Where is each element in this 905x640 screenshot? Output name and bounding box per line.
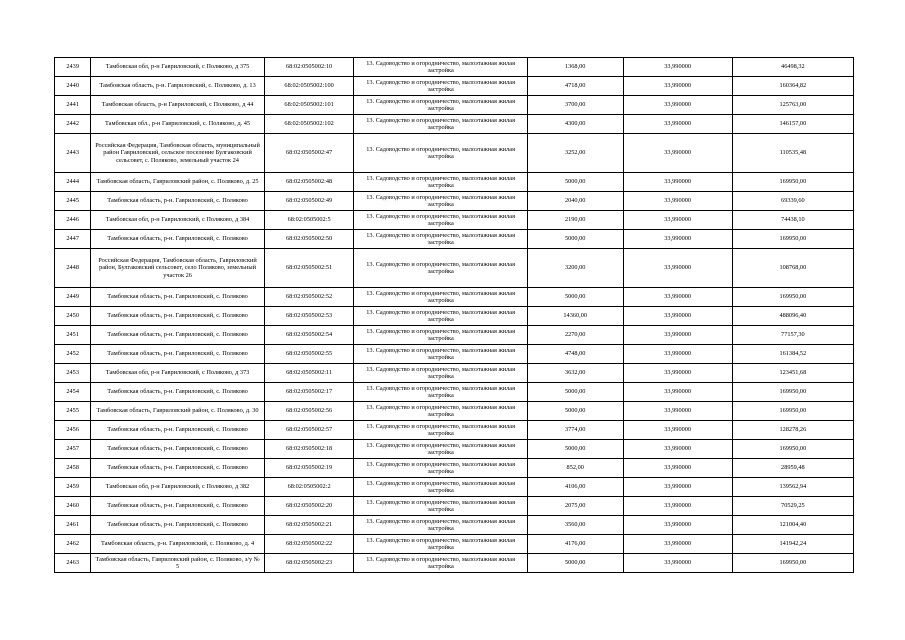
area-cell: 4748,00 (527, 345, 623, 364)
table-row (55, 77, 854, 96)
land-use-cell: 13. Садоводство и огородничество, малоэтажная жилая застройка (354, 77, 527, 96)
cadastral-value-cell: 123451,68 (732, 364, 853, 383)
table-row (55, 230, 854, 249)
specific-value-cell: 33,990000 (623, 535, 732, 554)
land-use-cell: 13. Садоводство и огородничество, малоэтажная жилая застройка (354, 307, 527, 326)
cadastral-number-cell: 68:02:0505002:101 (264, 96, 354, 115)
cadastral-number-cell: 68:02:0505002:17 (264, 383, 354, 402)
table-row (55, 134, 854, 173)
cadastral-number-cell: 68:02:0505002:49 (264, 192, 354, 211)
cadastral-number-cell: 68:02:0505002:55 (264, 345, 354, 364)
area-cell: 4176,00 (527, 535, 623, 554)
cadastral-value-cell: 169950,00 (732, 173, 853, 192)
area-cell: 5000,00 (527, 402, 623, 421)
table-row (55, 497, 854, 516)
specific-value-cell: 33,990000 (623, 459, 732, 478)
land-use-cell: 13. Садоводство и огородничество, малоэтажная жилая застройка (354, 96, 527, 115)
cadastral-value-cell: 110535,48 (732, 134, 853, 173)
specific-value-cell: 33,990000 (623, 134, 732, 173)
table-row (55, 211, 854, 230)
cadastral-number-cell: 68:02:0505002:48 (264, 173, 354, 192)
table-row (55, 535, 854, 554)
row-number: 2456 (55, 421, 91, 440)
cadastral-number-cell: 68:02:0505002:100 (264, 77, 354, 96)
area-cell: 3774,00 (527, 421, 623, 440)
address-cell: Тамбовская область, р-н. Гавриловский, с. Поляково (91, 459, 264, 478)
table-row (55, 96, 854, 115)
land-use-cell: 13. Садоводство и огородничество, малоэтажная жилая застройка (354, 173, 527, 192)
specific-value-cell: 33,990000 (623, 58, 732, 77)
address-cell: Тамбовская область, Гавриловский район, с. Поляково, з/у № 5 (91, 554, 264, 573)
row-number: 2454 (55, 383, 91, 402)
address-cell: Тамбовская область, р-н. Гавриловский, с. Поляково (91, 288, 264, 307)
specific-value-cell: 33,990000 (623, 383, 732, 402)
land-use-cell: 13. Садоводство и огородничество, малоэтажная жилая застройка (354, 383, 527, 402)
table-row (55, 192, 854, 211)
cadastral-value-cell: 125763,00 (732, 96, 853, 115)
specific-value-cell: 33,990000 (623, 249, 732, 288)
cadastral-value-cell: 139562,94 (732, 478, 853, 497)
row-number: 2457 (55, 440, 91, 459)
area-cell: 3632,00 (527, 364, 623, 383)
specific-value-cell: 33,990000 (623, 96, 732, 115)
address-cell: Тамбовская область, р-н. Гавриловский, с. Поляково (91, 421, 264, 440)
land-use-cell: 13. Садоводство и огородничество, малоэтажная жилая застройка (354, 497, 527, 516)
cadastral-number-cell: 68:02:0505002:54 (264, 326, 354, 345)
cadastral-number-cell: 68:02:0505002:2 (264, 478, 354, 497)
specific-value-cell: 33,990000 (623, 497, 732, 516)
table-row (55, 249, 854, 288)
table-row (55, 383, 854, 402)
land-use-cell: 13. Садоводство и огородничество, малоэтажная жилая застройка (354, 192, 527, 211)
cadastral-value-cell: 169950,00 (732, 383, 853, 402)
cadastral-number-cell: 68:02:0505002:21 (264, 516, 354, 535)
cadastral-number-cell: 68:02:0505002:22 (264, 535, 354, 554)
land-use-cell: 13. Садоводство и огородничество, малоэтажная жилая застройка (354, 58, 527, 77)
cadastral-value-cell: 128278,26 (732, 421, 853, 440)
cadastral-value-cell: 77157,30 (732, 326, 853, 345)
row-number: 2448 (55, 249, 91, 288)
row-number: 2455 (55, 402, 91, 421)
cadastral-value-cell: 70529,25 (732, 497, 853, 516)
table-body (55, 58, 854, 573)
cadastral-number-cell: 68:02:0505002:50 (264, 230, 354, 249)
row-number: 2441 (55, 96, 91, 115)
address-cell: Тамбовская область, р-н. Гавриловский, с. Поляково (91, 326, 264, 345)
address-cell: Тамбовская обл, р-н Гавриловский, с Поляково, д 375 (91, 58, 264, 77)
table-row (55, 288, 854, 307)
cadastral-number-cell: 68:02:0505002:57 (264, 421, 354, 440)
table-row (55, 421, 854, 440)
table-row (55, 326, 854, 345)
area-cell: 4300,00 (527, 115, 623, 134)
cadastral-value-cell: 28959,48 (732, 459, 853, 478)
row-number: 2461 (55, 516, 91, 535)
cadastral-number-cell: 68:02:0505002:10 (264, 58, 354, 77)
cadastral-value-cell: 74438,10 (732, 211, 853, 230)
cadastral-value-cell: 46498,32 (732, 58, 853, 77)
cadastral-number-cell: 68:02:0505002:11 (264, 364, 354, 383)
cadastral-value-cell: 160364,82 (732, 77, 853, 96)
area-cell: 5000,00 (527, 173, 623, 192)
address-cell: Тамбовская область, р-н. Гавриловский, с. Поляково (91, 497, 264, 516)
cadastral-value-cell: 169950,00 (732, 440, 853, 459)
specific-value-cell: 33,990000 (623, 326, 732, 345)
land-use-cell: 13. Садоводство и огородничество, малоэтажная жилая застройка (354, 345, 527, 364)
cadastral-value-cell: 161384,52 (732, 345, 853, 364)
area-cell: 4718,00 (527, 77, 623, 96)
table-row (55, 440, 854, 459)
cadastral-value-cell: 69339,60 (732, 192, 853, 211)
address-cell: Тамбовская область, р-н. Гавриловский, с. Поляково (91, 307, 264, 326)
table-row (55, 554, 854, 573)
cadastral-value-cell: 169950,00 (732, 402, 853, 421)
land-use-cell: 13. Садоводство и огородничество, малоэтажная жилая застройка (354, 249, 527, 288)
address-cell: Тамбовская обл, р-н Гавриловский, с Поляково, д 384 (91, 211, 264, 230)
area-cell: 5000,00 (527, 554, 623, 573)
specific-value-cell: 33,990000 (623, 345, 732, 364)
table-row (55, 115, 854, 134)
row-number: 2460 (55, 497, 91, 516)
area-cell: 852,00 (527, 459, 623, 478)
land-use-cell: 13. Садоводство и огородничество, малоэтажная жилая застройка (354, 516, 527, 535)
specific-value-cell: 33,990000 (623, 421, 732, 440)
land-use-cell: 13. Садоводство и огородничество, малоэтажная жилая застройка (354, 554, 527, 573)
cadastral-number-cell: 68:02:0505002:18 (264, 440, 354, 459)
specific-value-cell: 33,990000 (623, 211, 732, 230)
area-cell: 3252,00 (527, 134, 623, 173)
table-row (55, 345, 854, 364)
specific-value-cell: 33,990000 (623, 307, 732, 326)
specific-value-cell: 33,990000 (623, 440, 732, 459)
land-use-cell: 13. Садоводство и огородничество, малоэтажная жилая застройка (354, 288, 527, 307)
cadastral-value-cell: 108768,00 (732, 249, 853, 288)
row-number: 2458 (55, 459, 91, 478)
address-cell: Тамбовская область, р-н. Гавриловский, с. Поляково (91, 516, 264, 535)
specific-value-cell: 33,990000 (623, 364, 732, 383)
cadastral-value-cell: 141942,24 (732, 535, 853, 554)
address-cell: Российская Федерация, Тамбовская область, муниципальный район Гавриловский, сельское поселение Булгаковский сельсовет, с. Поляково, земельный участок 24 (91, 134, 264, 173)
address-cell: Тамбовская область, р-н. Гавриловский, с. Поляково (91, 192, 264, 211)
area-cell: 1368,00 (527, 58, 623, 77)
address-cell: Тамбовская область, р-н. Гавриловский, с. Поляково (91, 383, 264, 402)
row-number: 2453 (55, 364, 91, 383)
specific-value-cell: 33,990000 (623, 288, 732, 307)
specific-value-cell: 33,990000 (623, 478, 732, 497)
land-use-cell: 13. Садоводство и огородничество, малоэтажная жилая застройка (354, 478, 527, 497)
table-row (55, 307, 854, 326)
area-cell: 4106,00 (527, 478, 623, 497)
row-number: 2450 (55, 307, 91, 326)
area-cell: 3200,00 (527, 249, 623, 288)
address-cell: Тамбовская область, р-н. Гавриловский, с. Поляково (91, 440, 264, 459)
area-cell: 14360,00 (527, 307, 623, 326)
row-number: 2443 (55, 134, 91, 173)
specific-value-cell: 33,990000 (623, 516, 732, 535)
address-cell: Тамбовская область, Гавриловский район, с. Поляково, д. 30 (91, 402, 264, 421)
land-use-cell: 13. Садоводство и огородничество, малоэтажная жилая застройка (354, 230, 527, 249)
land-use-cell: 13. Садоводство и огородничество, малоэтажная жилая застройка (354, 402, 527, 421)
address-cell: Тамбовская обл., р-н Гавриловский, с. Поляково, д. 45 (91, 115, 264, 134)
cadastral-number-cell: 68:02:0505002:5 (264, 211, 354, 230)
table-row (55, 173, 854, 192)
table-row (55, 58, 854, 77)
land-use-cell: 13. Садоводство и огородничество, малоэтажная жилая застройка (354, 364, 527, 383)
area-cell: 2190,00 (527, 211, 623, 230)
cadastral-number-cell: 68:02:0505002:56 (264, 402, 354, 421)
area-cell: 3560,00 (527, 516, 623, 535)
land-use-cell: 13. Садоводство и огородничество, малоэтажная жилая застройка (354, 440, 527, 459)
address-cell: Российская Федерация, Тамбовская область, Гавриловский район, Булгаковский сельсовет, село Поляково, земельный участок 26 (91, 249, 264, 288)
row-number: 2439 (55, 58, 91, 77)
specific-value-cell: 33,990000 (623, 173, 732, 192)
land-use-cell: 13. Садоводство и огородничество, малоэтажная жилая застройка (354, 459, 527, 478)
cadastral-value-cell: 121004,40 (732, 516, 853, 535)
row-number: 2462 (55, 535, 91, 554)
area-cell: 2075,00 (527, 497, 623, 516)
address-cell: Тамбовская область, р-н. Гавриловский, с. Поляково (91, 230, 264, 249)
area-cell: 2040,00 (527, 192, 623, 211)
land-use-cell: 13. Садоводство и огородничество, малоэтажная жилая застройка (354, 535, 527, 554)
specific-value-cell: 33,990000 (623, 554, 732, 573)
address-cell: Тамбовская область, Гавриловский район, с. Поляково, д. 25 (91, 173, 264, 192)
specific-value-cell: 33,990000 (623, 402, 732, 421)
land-use-cell: 13. Садоводство и огородничество, малоэтажная жилая застройка (354, 326, 527, 345)
specific-value-cell: 33,990000 (623, 115, 732, 134)
row-number: 2442 (55, 115, 91, 134)
row-number: 2463 (55, 554, 91, 573)
cadastral-number-cell: 68:02:0505002:102 (264, 115, 354, 134)
cadastral-value-cell: 169950,00 (732, 230, 853, 249)
row-number: 2446 (55, 211, 91, 230)
row-number: 2440 (55, 77, 91, 96)
area-cell: 5000,00 (527, 383, 623, 402)
address-cell: Тамбовская область, р-н. Гавриловский, с. Поляково, д. 4 (91, 535, 264, 554)
address-cell: Тамбовская обл, р-н Гавриловский, с Поляково, д 373 (91, 364, 264, 383)
table-row (55, 516, 854, 535)
cadastral-value-cell: 169950,00 (732, 288, 853, 307)
land-plots-table (54, 57, 854, 573)
cadastral-number-cell: 68:02:0505002:20 (264, 497, 354, 516)
address-cell: Тамбовская область, р-н. Гавриловский, с. Поляково (91, 345, 264, 364)
land-use-cell: 13. Садоводство и огородничество, малоэтажная жилая застройка (354, 134, 527, 173)
cadastral-number-cell: 68:02:0505002:23 (264, 554, 354, 573)
area-cell: 5000,00 (527, 440, 623, 459)
row-number: 2452 (55, 345, 91, 364)
specific-value-cell: 33,990000 (623, 230, 732, 249)
area-cell: 2270,00 (527, 326, 623, 345)
cadastral-number-cell: 68:02:0505002:47 (264, 134, 354, 173)
cadastral-number-cell: 68:02:0505002:19 (264, 459, 354, 478)
row-number: 2459 (55, 478, 91, 497)
cadastral-number-cell: 68:02:0505002:53 (264, 307, 354, 326)
specific-value-cell: 33,990000 (623, 192, 732, 211)
row-number: 2447 (55, 230, 91, 249)
table-row (55, 478, 854, 497)
cadastral-value-cell: 169950,00 (732, 554, 853, 573)
land-use-cell: 13. Садоводство и огородничество, малоэтажная жилая застройка (354, 211, 527, 230)
area-cell: 3700,00 (527, 96, 623, 115)
cadastral-value-cell: 146157,00 (732, 115, 853, 134)
row-number: 2449 (55, 288, 91, 307)
row-number: 2451 (55, 326, 91, 345)
row-number: 2445 (55, 192, 91, 211)
address-cell: Тамбовская обл, р-н Гавриловский, с Поляково, д 382 (91, 478, 264, 497)
row-number: 2444 (55, 173, 91, 192)
table-row (55, 459, 854, 478)
area-cell: 5000,00 (527, 288, 623, 307)
address-cell: Тамбовская область, р-н. Гавриловский, с. Поляково, д. 13 (91, 77, 264, 96)
address-cell: Тамбовская область, р-н Гавриловский, с Поляково, д 44 (91, 96, 264, 115)
table-row (55, 364, 854, 383)
land-use-cell: 13. Садоводство и огородничество, малоэтажная жилая застройка (354, 421, 527, 440)
area-cell: 5000,00 (527, 230, 623, 249)
cadastral-number-cell: 68:02:0505002:51 (264, 249, 354, 288)
cadastral-number-cell: 68:02:0505002:52 (264, 288, 354, 307)
table-row (55, 402, 854, 421)
cadastral-value-cell: 488096,40 (732, 307, 853, 326)
specific-value-cell: 33,990000 (623, 77, 732, 96)
land-use-cell: 13. Садоводство и огородничество, малоэтажная жилая застройка (354, 115, 527, 134)
